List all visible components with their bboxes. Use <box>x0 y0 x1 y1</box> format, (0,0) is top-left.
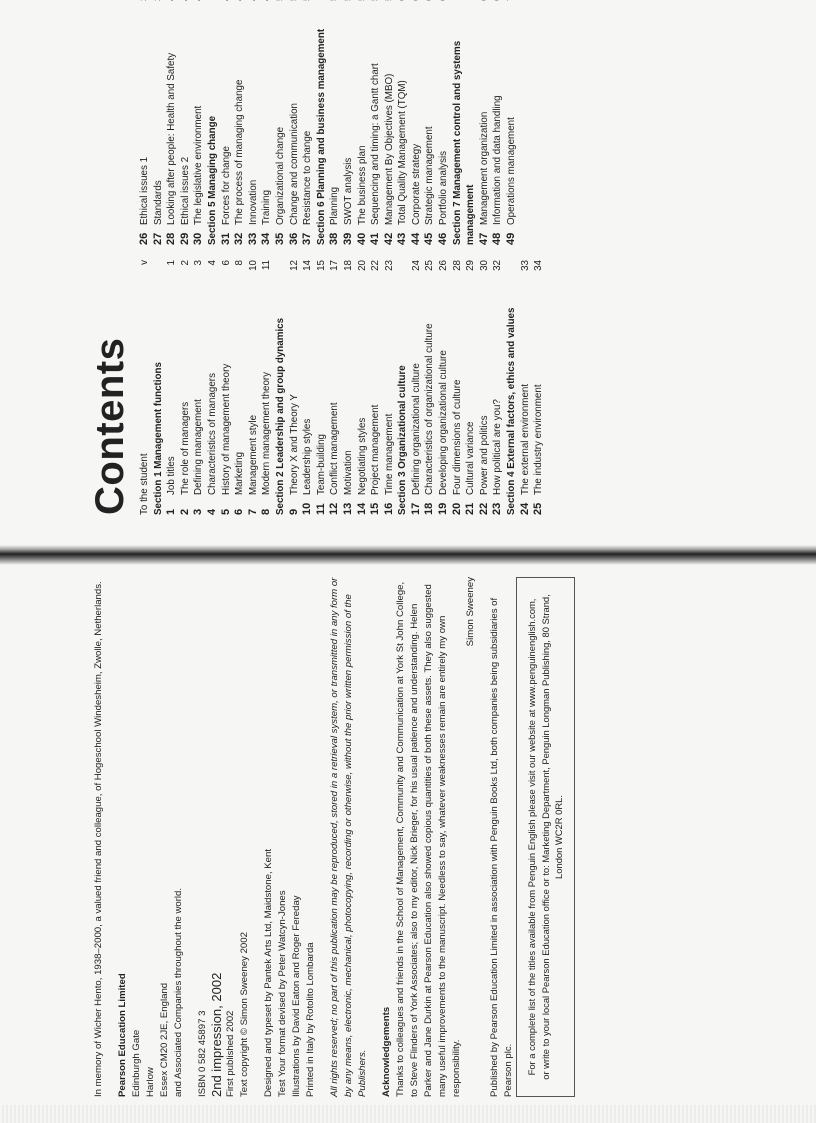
impression: 2nd impression, 2002 <box>209 972 224 1097</box>
entry-number: 5 <box>219 508 232 515</box>
entry-title: Job titles <box>166 456 178 495</box>
entry-title: Leadership styles <box>302 418 314 495</box>
contents-entry <box>301 0 315 245</box>
entry-title: Total Quality Management (TQM) <box>397 80 409 225</box>
entry-page <box>274 0 288 12</box>
contents-entry <box>342 260 356 515</box>
contents-entry <box>423 260 437 515</box>
acknowledgements-heading: Acknowledgements <box>381 1006 392 1097</box>
entry-page <box>356 0 370 12</box>
entry-page <box>165 0 179 12</box>
entry-number: 30 <box>192 232 205 245</box>
contents-entry <box>369 0 383 245</box>
entry-page: 34 <box>533 260 545 271</box>
contents-entry <box>274 0 288 245</box>
entry-page: 22 <box>370 260 382 271</box>
entry-number: 7 <box>246 508 259 515</box>
contents-entry <box>519 260 533 515</box>
contents-entry <box>220 260 234 515</box>
entry-number: 10 <box>301 502 314 515</box>
entry-title: Information and data handling <box>492 95 504 225</box>
entry-number: 40 <box>355 232 368 245</box>
contents-entry <box>247 260 261 515</box>
entry-title: Theory X and Theory Y <box>288 394 300 495</box>
entry-number: 45 <box>423 232 436 245</box>
entry-page <box>192 0 206 12</box>
entry-title: Modern management theory <box>261 371 273 495</box>
imprint-page <box>0 563 816 1123</box>
contents-entry <box>192 260 206 515</box>
entry-page: 32 <box>492 260 504 271</box>
contents-entry <box>342 0 356 245</box>
entry-page: 3 <box>193 260 205 266</box>
entry-title: Organizational change <box>274 126 286 225</box>
entry-number: 8 <box>260 508 273 515</box>
section-heading: Section 4 External factors, ethics and values <box>506 307 518 515</box>
entry-number: 26 <box>138 232 150 245</box>
contents-entry <box>165 260 179 515</box>
entry-title: Marketing <box>234 451 246 495</box>
entry-page: 29 <box>465 260 477 271</box>
entry-number: 46 <box>437 232 450 245</box>
entry-title: Training <box>261 189 273 225</box>
contents-entry <box>383 0 397 245</box>
entry-page: 25 <box>424 260 436 271</box>
entry-page: 11 <box>261 260 273 271</box>
entry-title: The process of managing change <box>234 79 246 225</box>
entry-number: 16 <box>382 502 395 515</box>
entry-title: Motivation <box>342 450 354 495</box>
entry-page <box>383 0 397 12</box>
contents-entry <box>260 0 274 245</box>
entry-title: Forces for change <box>220 146 232 225</box>
contents-page <box>0 0 816 545</box>
entry-title: Corporate strategy <box>410 143 422 225</box>
entry-page: 2 <box>179 260 191 266</box>
entry-title: SWOT analysis <box>342 157 354 225</box>
scan-edge <box>0 1105 816 1123</box>
copyright: Text copyright © Simon Sweeney 2002 <box>239 932 250 1097</box>
entry-page <box>410 0 424 12</box>
imprint-text <box>92 577 575 1097</box>
entry-page <box>301 0 315 12</box>
entry-number: 4 <box>205 508 218 515</box>
entry-page: 4 <box>206 260 218 266</box>
contents-entry <box>356 260 370 515</box>
entry-page <box>423 0 437 12</box>
entry-title: History of management theory <box>220 363 232 495</box>
entry-page <box>369 0 383 12</box>
address-line: Edinburgh Gate <box>131 1029 142 1097</box>
entry-number: 41 <box>369 232 382 245</box>
entry-number: 2 <box>178 508 191 515</box>
entry-number: 35 <box>273 232 286 245</box>
entry-title: How political are you? <box>492 399 504 495</box>
contents-entry <box>260 260 274 515</box>
entry-title: Portfolio analysis <box>438 150 450 225</box>
contents-entry <box>179 0 193 245</box>
entry-number: 27 <box>151 232 164 245</box>
book-spine <box>0 545 816 565</box>
entry-number: 25 <box>532 502 545 515</box>
entry-title: Ethical issues 2 <box>179 156 191 225</box>
contents-title: Contents <box>88 337 132 515</box>
contents-entry <box>410 0 424 245</box>
entry-page <box>396 0 410 12</box>
contents-entry <box>505 0 519 245</box>
entry-title: Planning <box>329 186 341 225</box>
acknowledgements-text: Thanks to colleagues and friends in the School of Management, Community and Communication at York St John College, to Steve Flinders of York Associates; also to my editor, Nick Brieger, for his usual patience and understanding. Helen Parker and Jane Durkin at Pearson Education also showed copious quantities of both these assets. They also suggested many useful improvements to the manuscript. Needless to say, whatever weaknesses remain are entirely my own responsibility. <box>395 581 462 1097</box>
address-line: Harlow <box>145 1067 156 1097</box>
contents-column-2 <box>138 0 519 245</box>
entry-number: 22 <box>477 502 490 515</box>
entry-title: Ethical issues 1 <box>139 156 150 225</box>
entry-page <box>260 0 274 12</box>
entry-title: Four dimensions of culture <box>451 379 463 495</box>
entry-page <box>247 0 261 12</box>
entry-page: 6 <box>220 260 232 266</box>
contents-entry <box>288 260 302 515</box>
contents-entry <box>532 260 546 515</box>
entry-title: Management organization <box>478 111 490 225</box>
contents-entry <box>328 260 342 515</box>
first-published: First published 2002 <box>225 1010 236 1097</box>
entry-title: Management style <box>247 414 259 495</box>
address-line: and Associated Companies throughout the world. <box>173 887 184 1097</box>
entry-title: Change and communication <box>288 103 300 225</box>
entry-number: 44 <box>409 232 422 245</box>
contents-entry <box>464 260 478 515</box>
entry-title: Power and politics <box>478 415 490 495</box>
entry-title: Innovation <box>247 179 259 225</box>
entry-title: Standards <box>152 180 164 225</box>
entry-title: Time management <box>383 413 395 495</box>
entry-page: 20 <box>356 260 368 271</box>
entry-number: 24 <box>518 502 531 515</box>
entry-page: 30 <box>478 260 490 271</box>
entry-page: 15 <box>315 260 327 271</box>
section-heading: Section 7 Management control and systems management <box>451 40 477 245</box>
entry-page <box>505 0 519 12</box>
entry-page: 28 <box>451 260 463 271</box>
entry-number: 36 <box>287 232 300 245</box>
entry-title: Operations management <box>506 117 518 225</box>
contents-entry <box>410 260 424 515</box>
entry-number: 23 <box>491 502 504 515</box>
entry-page: 12 <box>288 260 300 271</box>
contents-entry <box>423 0 437 245</box>
entry-title: To the student <box>139 453 150 515</box>
published-by: Published by Pearson Education Limited in association with Penguin Books Ltd, both companies being subsidiaries of Pearson plc. <box>489 597 514 1097</box>
entry-title: Characteristics of managers <box>206 373 218 495</box>
publisher-name: Pearson Education Limited <box>117 973 128 1097</box>
contents-entry <box>138 260 152 515</box>
entry-number: 47 <box>477 232 490 245</box>
entry-page: 24 <box>410 260 422 271</box>
entry-number: 28 <box>165 232 178 245</box>
entry-title: Strategic management <box>424 126 436 225</box>
entry-title: Resistance to change <box>302 130 314 225</box>
section-heading: Section 1 Management functions <box>152 362 164 515</box>
entry-number: 21 <box>464 502 477 515</box>
contents-entry <box>288 0 302 245</box>
entry-title: Sequencing and timing: a Gantt chart <box>370 63 382 225</box>
entry-number: 34 <box>260 232 273 245</box>
entry-page <box>288 0 302 12</box>
entry-number: 31 <box>219 232 232 245</box>
entry-page <box>328 0 342 12</box>
section-heading: Section 3 Organizational culture <box>397 365 409 515</box>
entry-page <box>233 0 247 12</box>
entry-page <box>342 0 356 12</box>
contents-entry <box>233 260 247 515</box>
entry-page: 10 <box>247 260 259 271</box>
entry-title: Developing organizational culture <box>438 350 450 495</box>
entry-number: 33 <box>246 232 259 245</box>
entry-page <box>478 0 492 12</box>
entry-number: 38 <box>328 232 341 245</box>
contents-entry <box>451 260 465 515</box>
contents-entry <box>233 0 247 245</box>
entry-title: The industry environment <box>533 384 545 495</box>
entry-number: 12 <box>328 502 341 515</box>
section-heading: Section 5 Managing change <box>206 115 218 245</box>
titles-box-note: For a complete list of the titles available from Penguin English please visit our website at www.penguinenglish.com, or write to your local Pearson Education office or to: Marketing Department, Penguin Longman Publishing, 80 Strand, London WC2R 0RL. <box>516 577 575 1097</box>
section-heading: Section 6 Planning and business management <box>315 28 327 245</box>
contents-entry <box>478 0 492 245</box>
entry-number: 9 <box>287 508 300 515</box>
entry-page <box>437 0 451 12</box>
contents-entry <box>328 0 342 245</box>
contents-entry <box>396 0 410 245</box>
entry-page <box>179 0 193 12</box>
section-heading: Section 2 Leadership and group dynamics <box>274 317 286 515</box>
contents-column-1 <box>138 260 546 515</box>
entry-number: 29 <box>178 232 191 245</box>
entry-number: 37 <box>301 232 314 245</box>
contents-entry <box>369 260 383 515</box>
entry-page: 23 <box>383 260 395 271</box>
entry-page: 33 <box>519 260 531 271</box>
contents-entry <box>192 0 206 245</box>
entry-number: 15 <box>369 502 382 515</box>
contents-entry <box>220 0 234 245</box>
entry-title: The legislative environment <box>193 105 205 225</box>
credit-line: Designed and typeset by Pantek Arts Ltd, Maidstone, Kent <box>263 849 274 1097</box>
contents-entry <box>206 260 220 515</box>
address-line: Essex CM20 2JE, England <box>159 982 170 1097</box>
entry-title: Looking after people: Health and Safety <box>166 52 178 225</box>
entry-title: The business plan <box>356 145 368 225</box>
entry-title: Characteristics of organizational culture <box>424 323 436 495</box>
entry-page: 17 <box>329 260 341 271</box>
entry-page: 14 <box>302 260 314 271</box>
entry-title: Project management <box>370 404 382 495</box>
entry-page: 1 <box>166 260 178 266</box>
credit-line: Printed in Italy by Rotolito Lombarda <box>305 942 316 1097</box>
entry-number: 42 <box>382 232 395 245</box>
entry-title: The external environment <box>519 383 531 495</box>
entry-title: Defining management <box>193 399 205 495</box>
entry-number: 1 <box>165 508 178 515</box>
contents-entry <box>491 260 505 515</box>
contents-entry <box>437 260 451 515</box>
contents-entry <box>315 260 329 515</box>
acknowledgements-signature: Simon Sweeney <box>465 577 476 647</box>
entry-page <box>220 0 234 12</box>
entry-number: 48 <box>491 232 504 245</box>
entry-page: v <box>139 260 150 265</box>
credit-line: Illustrations by David Eaton and Roger Fereday <box>291 895 302 1097</box>
rights-notice: All rights reserved; no part of this publication may be reproduced, stored in a retrieval system, or transmitted in any form or by any means, electronic, mechanical, photocopying, recording or otherwise, without the prior written permission of the Publishers. <box>329 577 368 1097</box>
contents-entry <box>138 0 152 245</box>
entry-title: Management By Objectives (MBO) <box>383 73 395 225</box>
entry-title: Cultural variance <box>465 421 477 495</box>
entry-page <box>138 0 152 12</box>
contents-entry <box>247 0 261 245</box>
entry-title: Conflict management <box>329 402 341 495</box>
entry-number: 19 <box>437 502 450 515</box>
contents-entry <box>478 260 492 515</box>
entry-title: The role of managers <box>179 401 191 495</box>
entry-number: 3 <box>192 508 205 515</box>
entry-number: 32 <box>233 232 246 245</box>
entry-number: 18 <box>423 502 436 515</box>
entry-number: 43 <box>396 232 409 245</box>
contents-entry <box>356 0 370 245</box>
entry-page <box>152 0 166 12</box>
entry-page <box>491 0 505 12</box>
contents-entry <box>491 0 505 245</box>
entry-page: 8 <box>234 260 246 266</box>
entry-number: 17 <box>409 502 422 515</box>
entry-title: Defining organizational culture <box>410 363 422 495</box>
entry-number: 13 <box>341 502 354 515</box>
entry-number: 49 <box>505 232 518 245</box>
entry-number: 39 <box>341 232 354 245</box>
contents-entry <box>301 260 315 515</box>
entry-number: 11 <box>314 503 327 515</box>
dedication: In memory of Wicher Hento, 1938–2000, a valued friend and colleague, of Hogeschool Windesheim, Zwolle, Netherlands. <box>93 581 104 1097</box>
isbn: ISBN 0 582 45897 3 <box>197 1010 208 1097</box>
credit-line: Test Your format devised by Peter Watcyn-Jones <box>277 890 288 1097</box>
entry-number: 6 <box>233 508 246 515</box>
entry-number: 20 <box>450 502 463 515</box>
entry-number: 14 <box>355 502 368 515</box>
contents-entry <box>165 0 179 245</box>
contents-entry <box>383 260 397 515</box>
contents-entry <box>179 260 193 515</box>
contents-entry <box>152 0 166 245</box>
entry-page: 18 <box>342 260 354 271</box>
entry-title: Negotiating styles <box>356 417 368 495</box>
entry-title: Team-building <box>315 434 327 495</box>
contents-entry <box>437 0 451 245</box>
entry-page: 26 <box>438 260 450 271</box>
